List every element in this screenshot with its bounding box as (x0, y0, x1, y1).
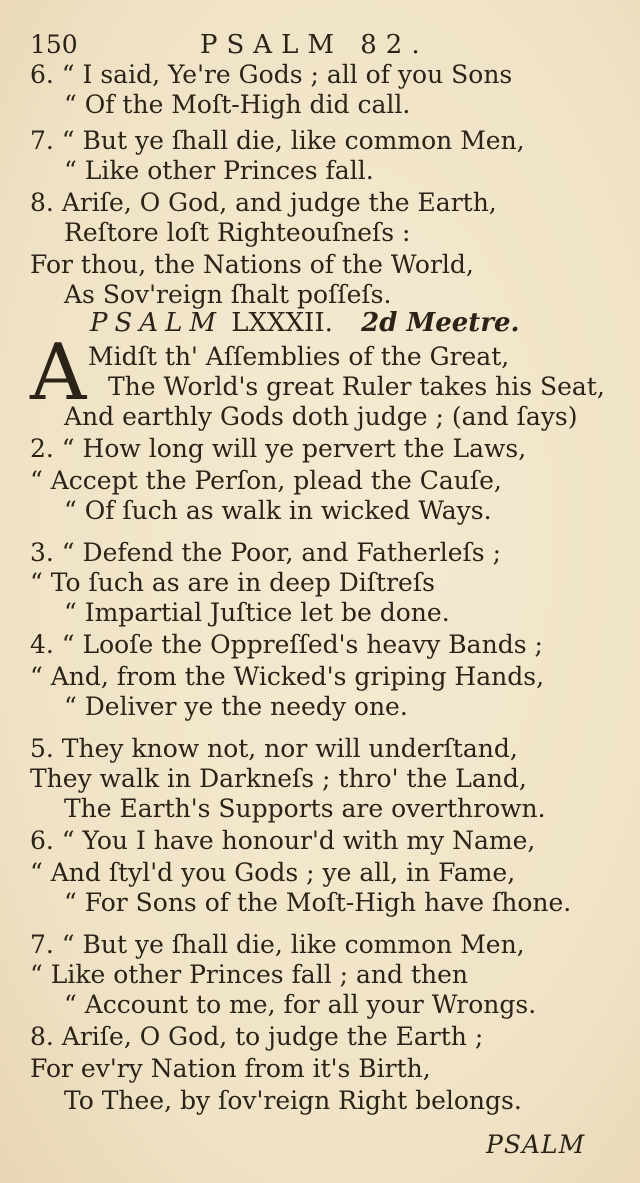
verse-line: To Thee, by ſov'reign Right belongs. (64, 1086, 522, 1115)
verse-line: “ Like other Princes fall ; and then (30, 960, 469, 989)
verse-line: “ And ſtyl'd you Gods ; ye all, in Fame, (30, 858, 516, 887)
verse-line: The Earth's Supports are overthrown. (64, 794, 546, 823)
verse-line: “ Account to me, for all your Wrongs. (64, 990, 537, 1019)
page-number: 150 (30, 30, 78, 59)
verse-line: 5. They know not, nor will underſtand, (30, 734, 518, 763)
verse-line: They walk in Darkneſs ; thro' the Land, (30, 764, 527, 793)
verse-line: For thou, the Nations of the World, (30, 250, 474, 279)
heading-metre: 2d Meetre. (361, 308, 520, 338)
verse-line: 3. “ Defend the Poor, and Fatherleſs ; (30, 538, 502, 567)
verse-line: “ Of ſuch as walk in wicked Ways. (64, 496, 492, 525)
verse-line: 2. “ How long will ye pervert the Laws, (30, 434, 527, 463)
heading-psalm: PSALM (90, 308, 223, 338)
verse-line: 8. Ariſe, O God, and judge the Earth, (30, 188, 497, 217)
verse-line: “ Like other Princes fall. (64, 156, 374, 185)
running-head: PSALM 82. (200, 30, 429, 60)
verse-line: Midſt th' Aſſemblies of the Great, (88, 342, 510, 371)
verse-line: 7. “ But ye ſhall die, like common Men, (30, 930, 525, 959)
drop-cap: A (30, 328, 87, 418)
verse-line: “ Impartial Juſtice let be done. (64, 598, 450, 627)
section-heading (90, 308, 520, 338)
verse-line: “ Of the Moſt-High did call. (64, 90, 411, 119)
verse-line: 6. “ I said, Ye're Gods ; all of you Sons (30, 60, 513, 89)
verse-line: The World's great Ruler takes his Seat, (108, 372, 605, 401)
verse-line: 4. “ Looſe the Oppreſſed's heavy Bands ; (30, 630, 543, 659)
verse-line: 6. “ You I have honour'd with my Name, (30, 826, 536, 855)
verse-line: As Sov'reign ſhalt poſſeſs. (64, 280, 392, 309)
verse-line: For ev'ry Nation from it's Birth, (30, 1054, 431, 1083)
verse-line: 8. Ariſe, O God, to judge the Earth ; (30, 1022, 484, 1051)
heading-number: LXXXII. (231, 308, 333, 338)
verse-line: “ And, from the Wicked's griping Hands, (30, 662, 545, 691)
verse-line: “ Deliver ye the needy one. (64, 692, 408, 721)
verse-line: 7. “ But ye ſhall die, like common Men, (30, 126, 525, 155)
verse-line: “ For Sons of the Moſt-High have ſhone. (64, 888, 572, 917)
verse-line: And earthly Gods doth judge ; (and ſays) (64, 402, 578, 431)
verse-line: “ To ſuch as are in deep Diſtreſs (30, 568, 435, 597)
verse-line: Reſtore loſt Righteouſneſs : (64, 218, 411, 247)
verse-line: “ Accept the Perſon, plead the Cauſe, (30, 466, 502, 495)
catchword: PSALM (486, 1130, 586, 1159)
